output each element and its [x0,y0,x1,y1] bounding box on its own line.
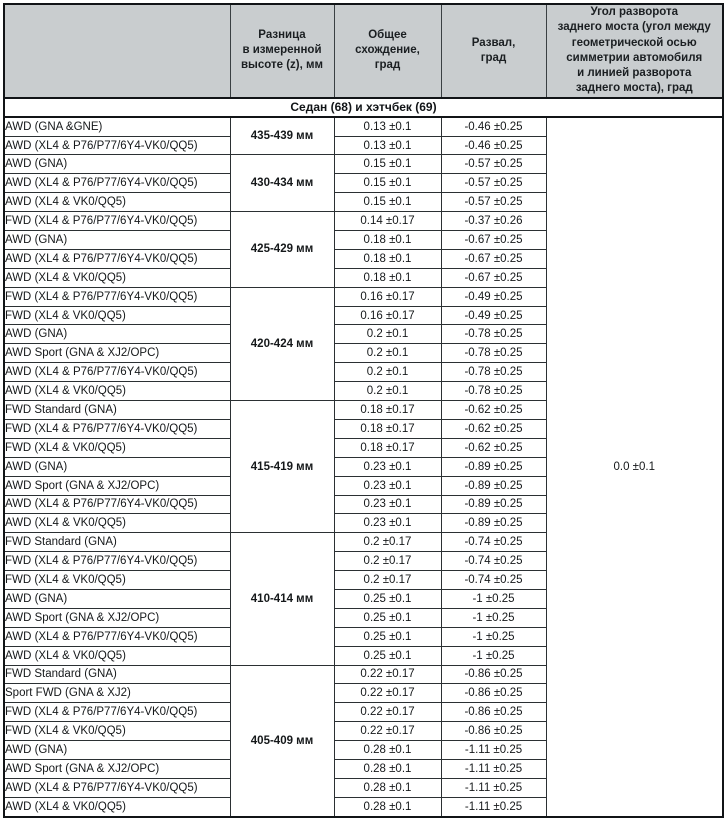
cell-variant: AWD (XL4 & VK0/QQ5) [4,797,230,816]
cell-thrust-angle: 0.0 ±0.1 [546,117,723,817]
cell-variant: AWD (XL4 & VK0/QQ5) [4,268,230,287]
cell-camber: -1.11 ±0.25 [441,759,546,778]
column-header-thrust-line: и линией разворота [577,67,692,80]
cell-toe: 0.23 ±0.1 [334,495,441,514]
section-banner-row [4,98,723,117]
cell-camber: -1 ±0.25 [441,608,546,627]
cell-variant: AWD Sport (GNA & XJ2/OPC) [4,608,230,627]
cell-toe: 0.2 ±0.17 [334,571,441,590]
cell-toe: 0.28 ±0.1 [334,759,441,778]
wheel-alignment-spec-table [3,3,724,818]
table-header [4,4,723,98]
cell-toe: 0.22 ±0.17 [334,722,441,741]
cell-variant: AWD (XL4 & VK0/QQ5) [4,646,230,665]
cell-toe: 0.2 ±0.1 [334,325,441,344]
column-header-toe [334,4,441,98]
cell-toe: 0.18 ±0.1 [334,268,441,287]
column-header-toe-line: град [374,59,401,72]
table-row [4,117,723,136]
cell-variant: AWD Sport (GNA & XJ2/OPC) [4,476,230,495]
cell-toe: 0.23 ±0.1 [334,514,441,533]
column-header-camber-line: Развал, [471,36,516,49]
cell-camber: -1 ±0.25 [441,589,546,608]
cell-camber: -1.11 ±0.25 [441,741,546,760]
cell-variant: FWD (XL4 & P76/P77/6Y4-VK0/QQ5) [4,552,230,571]
cell-camber: -0.62 ±0.25 [441,401,546,420]
cell-variant: AWD (GNA) [4,325,230,344]
cell-camber: -0.57 ±0.25 [441,155,546,174]
cell-variant: FWD Standard (GNA) [4,665,230,684]
column-header-thrust-line: геометрической осью [571,36,697,49]
cell-camber: -0.78 ±0.25 [441,325,546,344]
cell-camber: -0.78 ±0.25 [441,363,546,382]
cell-toe: 0.16 ±0.17 [334,287,441,306]
cell-variant: FWD (XL4 & VK0/QQ5) [4,306,230,325]
cell-camber: -0.46 ±0.25 [441,117,546,136]
cell-variant: AWD (XL4 & VK0/QQ5) [4,514,230,533]
cell-variant: FWD Standard (GNA) [4,533,230,552]
cell-variant: AWD (XL4 & P76/P77/6Y4-VK0/QQ5) [4,778,230,797]
cell-camber: -0.49 ±0.25 [441,287,546,306]
cell-toe: 0.2 ±0.1 [334,344,441,363]
cell-camber: -0.62 ±0.25 [441,419,546,438]
cell-variant: AWD (XL4 & P76/P77/6Y4-VK0/QQ5) [4,136,230,155]
cell-camber: -0.86 ±0.25 [441,703,546,722]
column-header-thrust-line: заднего моста), град [575,82,693,95]
column-header-height [230,4,334,98]
cell-variant: AWD (GNA) [4,231,230,250]
column-header-thrust-line: Угол разворота [590,6,679,18]
cell-toe: 0.18 ±0.17 [334,438,441,457]
cell-variant: AWD (XL4 & P76/P77/6Y4-VK0/QQ5) [4,174,230,193]
cell-variant: FWD (XL4 & P76/P77/6Y4-VK0/QQ5) [4,212,230,231]
cell-camber: -1 ±0.25 [441,646,546,665]
cell-variant: AWD (XL4 & VK0/QQ5) [4,382,230,401]
cell-toe: 0.28 ±0.1 [334,741,441,760]
cell-toe: 0.23 ±0.1 [334,476,441,495]
cell-toe: 0.28 ±0.1 [334,797,441,816]
cell-toe: 0.23 ±0.1 [334,457,441,476]
cell-toe: 0.2 ±0.1 [334,363,441,382]
cell-camber: -0.78 ±0.25 [441,382,546,401]
cell-camber: -0.67 ±0.25 [441,268,546,287]
cell-toe: 0.25 ±0.1 [334,627,441,646]
column-header-height-line: высоте (z), мм [240,59,324,72]
column-header-toe-line: Общее [368,28,407,41]
cell-camber: -0.86 ±0.25 [441,722,546,741]
cell-variant: AWD (XL4 & P76/P77/6Y4-VK0/QQ5) [4,627,230,646]
cell-toe: 0.15 ±0.1 [334,193,441,212]
cell-height-range: 430-434 мм [230,155,334,212]
cell-height-range: 435-439 мм [230,117,334,155]
cell-toe: 0.18 ±0.1 [334,231,441,250]
cell-camber: -1 ±0.25 [441,627,546,646]
cell-camber: -0.67 ±0.25 [441,249,546,268]
column-header-height-line: Разница [258,28,306,41]
cell-toe: 0.15 ±0.1 [334,174,441,193]
cell-camber: -0.89 ±0.25 [441,457,546,476]
cell-toe: 0.25 ±0.1 [334,608,441,627]
cell-toe: 0.15 ±0.1 [334,155,441,174]
cell-camber: -0.37 ±0.26 [441,212,546,231]
column-header-toe-line: схождение, [355,44,420,57]
cell-height-range: 425-429 мм [230,212,334,288]
cell-camber: -0.62 ±0.25 [441,438,546,457]
cell-toe: 0.14 ±0.17 [334,212,441,231]
cell-toe: 0.22 ±0.17 [334,703,441,722]
cell-camber: -0.74 ±0.25 [441,533,546,552]
cell-variant: AWD Sport (GNA & XJ2/OPC) [4,344,230,363]
cell-height-range: 405-409 мм [230,665,334,817]
cell-variant: FWD Standard (GNA) [4,401,230,420]
cell-variant: AWD (XL4 & P76/P77/6Y4-VK0/QQ5) [4,495,230,514]
cell-toe: 0.22 ±0.17 [334,665,441,684]
cell-variant: AWD (GNA) [4,741,230,760]
column-header-variant [4,4,230,98]
table-body [4,98,723,817]
cell-camber: -1.11 ±0.25 [441,778,546,797]
header-row [4,4,723,98]
cell-toe: 0.13 ±0.1 [334,136,441,155]
column-header-height-line: в измеренной [242,44,322,57]
cell-toe: 0.18 ±0.17 [334,419,441,438]
cell-toe: 0.13 ±0.1 [334,117,441,136]
cell-variant: FWD (XL4 & VK0/QQ5) [4,438,230,457]
cell-toe: 0.28 ±0.1 [334,778,441,797]
cell-toe: 0.25 ±0.1 [334,589,441,608]
column-header-thrust-line: симметрии автомобиля [566,51,703,64]
cell-variant: AWD (XL4 & VK0/QQ5) [4,193,230,212]
cell-height-range: 420-424 мм [230,287,334,400]
column-header-camber [441,4,546,98]
cell-toe: 0.25 ±0.1 [334,646,441,665]
cell-toe: 0.18 ±0.17 [334,401,441,420]
cell-variant: FWD (XL4 & P76/P77/6Y4-VK0/QQ5) [4,703,230,722]
cell-height-range: 415-419 мм [230,401,334,533]
column-header-thrust [546,4,723,98]
column-header-camber-line: град [480,51,507,64]
cell-variant: AWD (GNA) [4,155,230,174]
cell-camber: -0.86 ±0.25 [441,684,546,703]
cell-variant: AWD (XL4 & P76/P77/6Y4-VK0/QQ5) [4,249,230,268]
cell-toe: 0.22 ±0.17 [334,684,441,703]
cell-toe: 0.2 ±0.17 [334,533,441,552]
cell-camber: -0.89 ±0.25 [441,514,546,533]
section-title: Седан (68) и хэтчбек (69) [4,98,723,117]
cell-variant: AWD (GNA &GNE) [4,117,230,136]
cell-toe: 0.16 ±0.17 [334,306,441,325]
cell-variant: AWD (GNA) [4,457,230,476]
cell-camber: -0.89 ±0.25 [441,495,546,514]
cell-camber: -0.89 ±0.25 [441,476,546,495]
cell-camber: -0.78 ±0.25 [441,344,546,363]
column-header-thrust-line: заднего моста (угол между [557,21,711,34]
cell-variant: Sport FWD (GNA & XJ2) [4,684,230,703]
cell-camber: -0.74 ±0.25 [441,552,546,571]
cell-variant: FWD (XL4 & VK0/QQ5) [4,571,230,590]
cell-camber: -0.46 ±0.25 [441,136,546,155]
cell-height-range: 410-414 мм [230,533,334,665]
cell-toe: 0.2 ±0.17 [334,552,441,571]
cell-toe: 0.18 ±0.1 [334,249,441,268]
cell-variant: FWD (XL4 & P76/P77/6Y4-VK0/QQ5) [4,287,230,306]
cell-camber: -0.74 ±0.25 [441,571,546,590]
cell-variant: FWD (XL4 & P76/P77/6Y4-VK0/QQ5) [4,419,230,438]
cell-toe: 0.2 ±0.1 [334,382,441,401]
cell-camber: -0.67 ±0.25 [441,231,546,250]
cell-variant: AWD (GNA) [4,589,230,608]
cell-camber: -1.11 ±0.25 [441,797,546,816]
cell-camber: -0.49 ±0.25 [441,306,546,325]
cell-camber: -0.57 ±0.25 [441,174,546,193]
cell-camber: -0.57 ±0.25 [441,193,546,212]
cell-variant: AWD Sport (GNA & XJ2/OPC) [4,759,230,778]
cell-variant: FWD (XL4 & VK0/QQ5) [4,722,230,741]
cell-variant: AWD (XL4 & P76/P77/6Y4-VK0/QQ5) [4,363,230,382]
cell-camber: -0.86 ±0.25 [441,665,546,684]
